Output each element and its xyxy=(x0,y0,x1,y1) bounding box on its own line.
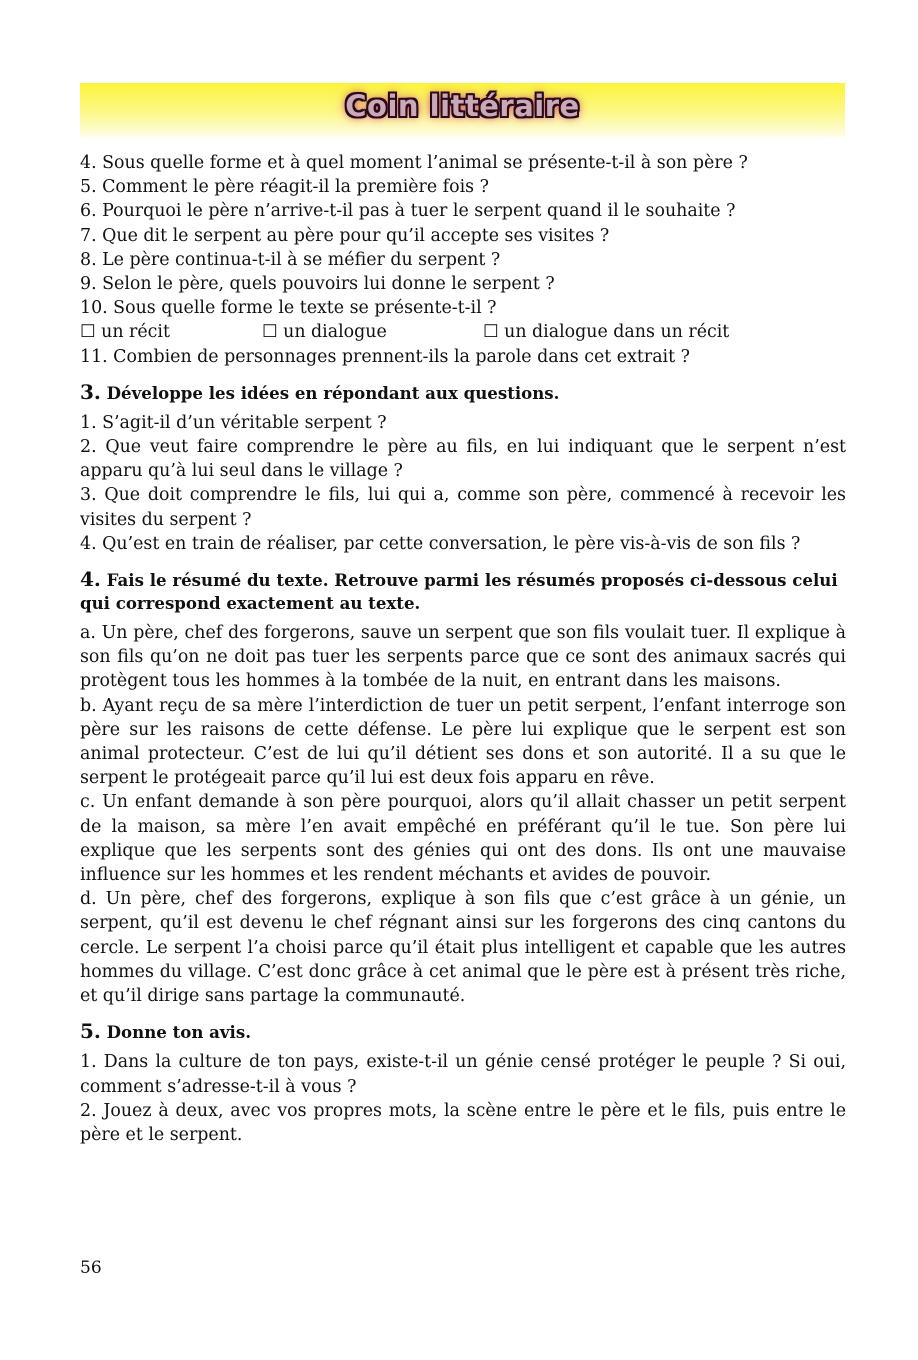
question-5: 5. Comment le père réagit-il la première fois ? xyxy=(80,177,489,198)
section-4-heading xyxy=(80,568,846,615)
question-11: 11. Combien de personnages prennent-ils la parole dans cet extrait ? xyxy=(80,346,690,367)
section-3-item: 1. S’agit-il d’un véritable serpent ? xyxy=(80,412,387,433)
section-5-heading xyxy=(80,1020,846,1044)
option-recit-checkbox[interactable]: ☐ un récit xyxy=(80,322,170,343)
question-6: 6. Pourquoi le père n’arrive-t-il pas à tuer le serpent quand il le souhaite ? xyxy=(80,201,736,222)
summary-a: a. Un père, chef des forgerons, sauve un serpent que son fils voulait tuer. Il explique à son fils qu’on ne doit pas tuer les serpents parce que ce sont des animaux sacrés qui protègent tous les hommes à la tombée de la nuit, en entrant dans les maisons. xyxy=(80,623,846,692)
section-3-item: 3. Que doit comprendre le fils, lui qui a, comme son père, commencé à recevoir les visites du serpent ? xyxy=(80,485,846,530)
section-4-number: 4. xyxy=(80,567,101,592)
question-9: 9. Selon le père, quels pouvoirs lui donne le serpent ? xyxy=(80,274,555,295)
summary-c: c. Un enfant demande à son père pourquoi, alors qu’il allait chasser un petit serpent de la maison, sa mère l’en avait empêché en préférant qu’il le tue. Son père lui explique que les serpents sont des génies qui ont des dons. Ils ont une mauvaise influence sur les hommes et les rendent méchants et avides de pouvoir. xyxy=(80,792,846,886)
section-5-item: 1. Dans la culture de ton pays, existe-t-il un génie censé protéger le peuple ? Si oui, comment s’adresse-t-il à vous ? xyxy=(80,1052,846,1097)
section-3-number: 3. xyxy=(80,379,101,404)
section-5-number: 5. xyxy=(80,1019,101,1044)
section-3-heading xyxy=(80,381,846,405)
section-3-item: 2. Que veut faire comprendre le père au fils, en lui indiquant que le serpent n’est apparu qu’à lui seul dans le village ? xyxy=(80,437,846,482)
option-dialogue-checkbox[interactable]: ☐ un dialogue xyxy=(262,322,387,343)
section-banner xyxy=(80,83,845,137)
section-3-item: 4. Qu’est en train de réaliser, par cette conversation, le père vis-à-vis de son fils ? xyxy=(80,533,801,554)
section-5-title: Donne ton avis. xyxy=(106,1022,251,1043)
question-4: 4. Sous quelle forme et à quel moment l’animal se présente-t-il à son père ? xyxy=(80,153,748,173)
section-3-title: Développe les idées en répondant aux questions. xyxy=(106,382,560,403)
banner-title: Coin littéraire xyxy=(345,89,580,123)
question-7: 7. Que dit le serpent au père pour qu’il accepte ses visites ? xyxy=(80,225,610,246)
answer-options xyxy=(80,320,846,344)
page-number: 56 xyxy=(80,1258,102,1278)
summary-d: d. Un père, chef des forgerons, explique à son fils que c’est grâce à un génie, un serpent, qu’il est devenu le chef régnant ainsi sur les forgerons des cinq cantons du cercle. Le serpent l’a choisi parce qu’il était plus intelligent et capable que les autres hommes du village. C’est donc grâce à cet animal que le père est à présent très riche, et qu’il dirige sans partage la communauté. xyxy=(80,889,846,1007)
question-8: 8. Le père continua-t-il à se méfier du serpent ? xyxy=(80,249,501,270)
question-10: 10. Sous quelle forme le texte se présente-t-il ? xyxy=(80,298,497,319)
option-dialogue-recit-checkbox[interactable]: ☐ un dialogue dans un récit xyxy=(483,322,730,343)
section-5-item: 2. Jouez à deux, avec vos propres mots, la scène entre le père et le fils, puis entre le père et le serpent. xyxy=(80,1100,846,1145)
summary-b: b. Ayant reçu de sa mère l’interdiction de tuer un petit serpent, l’enfant interroge son père sur les raisons de cette défense. Le père lui explique que le serpent est son animal protecteur. C’est de lui qu’il détient ses dons et son autorité. Il a su que le serpent le protégeait parce qu’il lui est deux fois apparu en rêve. xyxy=(80,695,846,789)
section-4-title: Fais le résumé du texte. Retrouve parmi les résumés proposés ci-dessous celui qui correspond exactement au texte. xyxy=(80,570,838,614)
page-content xyxy=(80,151,846,1147)
